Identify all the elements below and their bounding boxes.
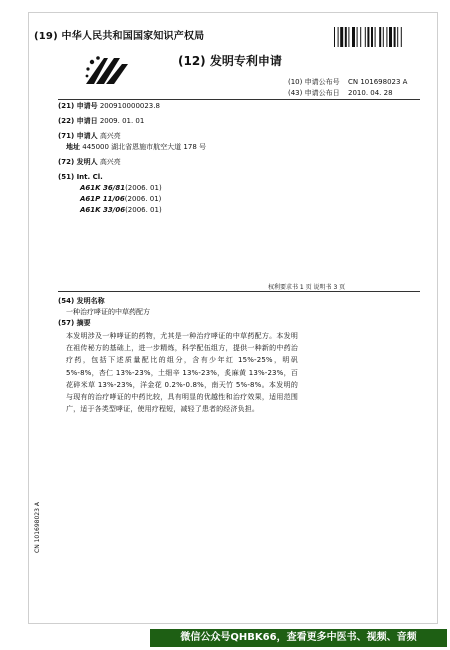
filing-date-label: (22) 申请日 [58,117,98,125]
ipc-entry: A61P 11/06(2006. 01) [80,195,162,203]
pages-info: 权利要求书 1 页 说明书 3 页 [268,284,346,291]
pub-no-label: (10) 申请公布号 [288,78,340,86]
filing-date: 2009. 01. 01 [99,117,145,125]
address-label: 地址 [66,143,80,151]
abstract-section [58,296,418,415]
pub-date-label: (43) 申请公布日 [288,89,340,97]
wechat-banner: 微信公众号QHBK66，查看更多中医书、视频、音频 [150,629,447,647]
title-label: (54) 发明名称 [58,297,105,305]
abstract-body: 本发明涉及一种哮证的药物，尤其是一种治疗哮证的中草药配方。本发明在祖传秘方的基础上，进一步精炼，科学配伍组方，提供一种新的中药治疗药，包括下述质量配比的组分，含有少年红 15%-25%，明矾 5%-8%，杏仁 13%-23%，土细辛 13%-23%，炙麻黄 13%-23%，百花碎米草 13%-23%，洋金花 0.2%-0.8%，南天竹 5%-8%。本发明的与现有的治疗哮证的中药比较，具有明显的优越性和治疗效果，适用范围广，适于各类型哮证，使用疗程短，减轻了患者的经济负担。 [66,332,298,414]
int-cl-label: (51) Int. Cl. [58,173,103,181]
inventor-label: (72) 发明人 [58,158,98,166]
office-name: (19) 中华人民共和国国家知识产权局 [34,31,205,42]
barcode [334,27,436,47]
pub-date: 2010. 04. 28 [348,89,393,97]
invention-title: 一种治疗哮证的中草药配方 [66,308,150,316]
vertical-pub-code: CN 101698023 A [34,502,41,553]
cnipa-logo-icon [84,54,130,88]
bibliographic-data [58,101,418,216]
applicant-label: (71) 申请人 [58,132,98,140]
applicant: 高兴亮 [99,132,121,140]
app-no-label: (21) 申请号 [58,102,98,110]
ipc-entry: A61K 33/06(2006. 01) [80,206,162,214]
abstract-rule [58,291,420,292]
app-no: 200910000023.8 [99,102,160,110]
inventor: 高兴亮 [99,158,121,166]
header-rule [58,99,420,100]
publication-info [288,77,407,99]
address: 445000 湖北省恩施市航空大道 178 号 [82,143,206,151]
abstract-label: (57) 摘要 [58,319,91,327]
ipc-entry: A61K 36/81(2006. 01) [80,184,162,192]
document-type-title: (12) 发明专利申请 [178,54,282,68]
pub-no: CN 101698023 A [348,78,408,86]
